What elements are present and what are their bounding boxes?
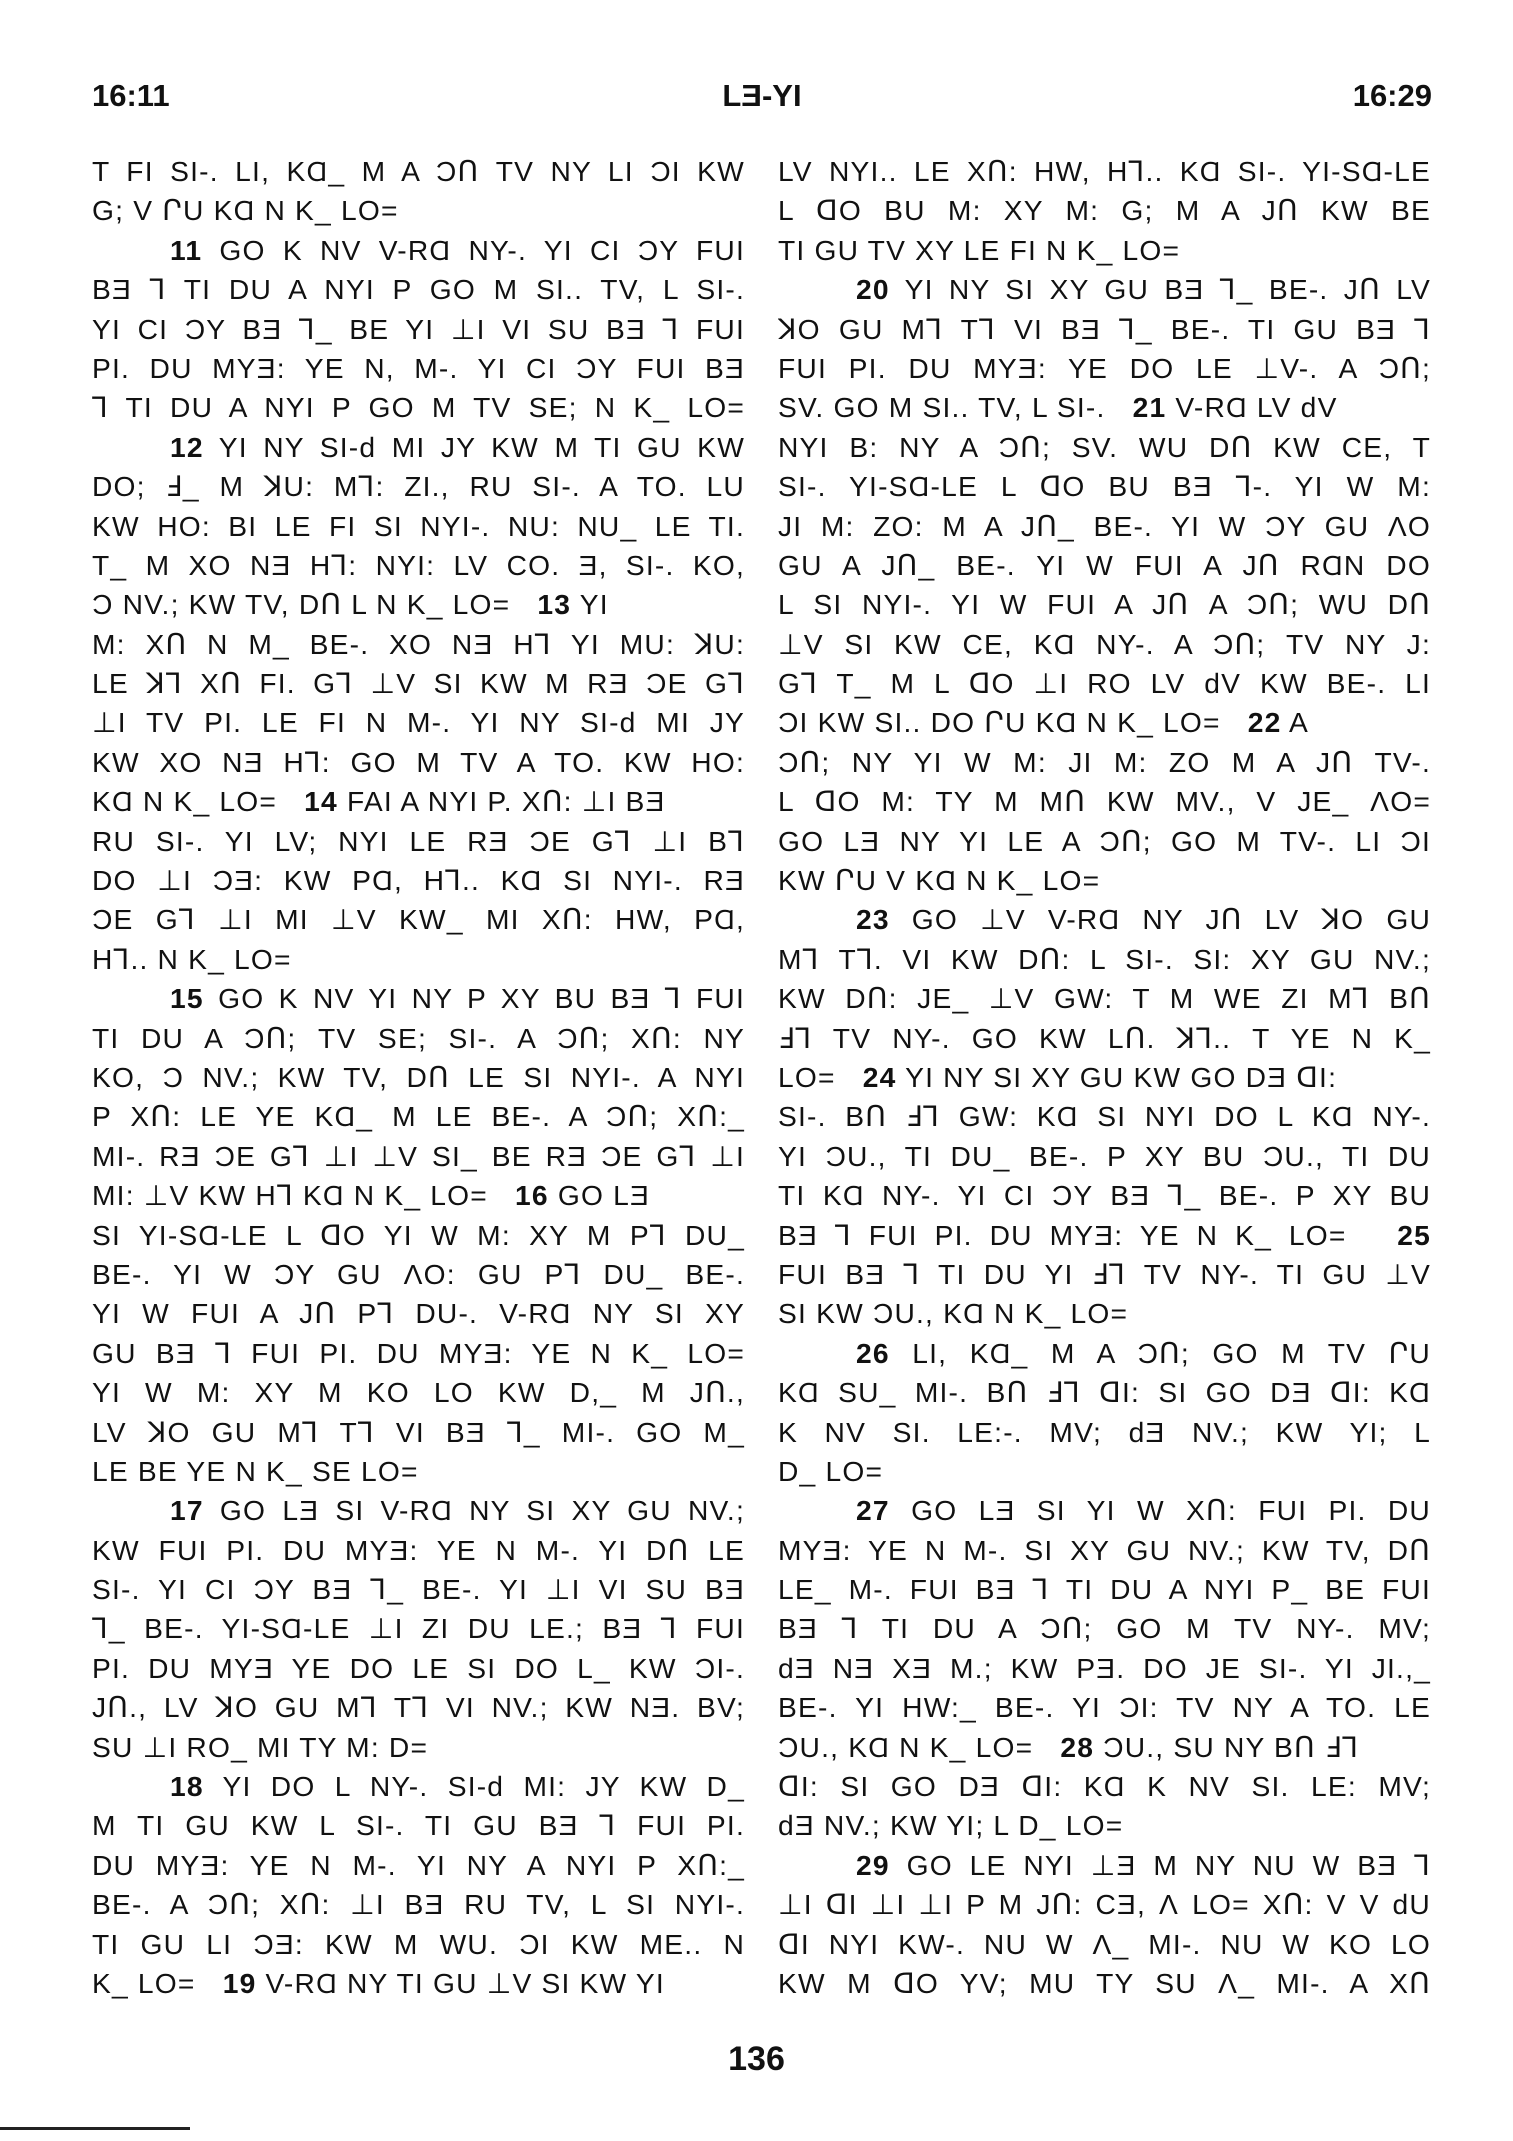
line-text: LV NYI.. LE XՈ: HW, H⅂.. KⱭ SI-. YI-SⱭ-LE: [778, 155, 1431, 187]
text-line: [778, 1806, 1431, 1845]
line-text: SI-. YI-SⱭ-LE L ꓷO BU BƎ ⅂-. YI W M:: [778, 470, 1431, 503]
verse-number: 14: [304, 785, 338, 818]
text-column-left: [92, 152, 745, 2003]
line-text: KW M ꓷO YV; MU TY SU Ʌ_ MI-. A XՈ: [778, 1966, 1431, 1999]
page-number: 136: [728, 2040, 785, 2078]
line-text: GO K NV V-RⱭ NY-. YI CI ƆY FUI: [202, 233, 745, 266]
line-text: FUI BƎ ⅂ TI DU YI Ⅎ⅂ TV NY-. TI GU ⊥V: [778, 1257, 1431, 1290]
verse-number: 26: [856, 1336, 890, 1369]
text-line: [92, 861, 745, 900]
line-text: GO K NV YI NY P XY BU BƎ ⅂ FUI: [203, 982, 745, 1015]
text-line: [778, 1531, 1431, 1570]
line-text: GO LƎ: [548, 1179, 651, 1212]
line-text: TI GU TV XY LE FI N K_ LO=: [778, 233, 1181, 266]
text-line: [92, 1846, 745, 1885]
line-text: NYI B: NY A ƆՈ; SV. WU DՈ KW CE, T: [778, 430, 1431, 463]
line-text: LE_ M-. FUI BƎ ⅂ TI DU A NYI P_ BE FUI: [778, 1573, 1431, 1606]
text-line: [778, 1688, 1431, 1727]
text-line: [92, 349, 745, 388]
text-line: [778, 782, 1431, 821]
text-line: [778, 822, 1431, 861]
line-text: Ⅎ⅂ TV NY-. GO KW LՈ. ꓘ⅂.. T YE N K_: [778, 1021, 1431, 1054]
line-text: KW XO NƎ H⅂: GO M TV A TO. KW HO:: [92, 745, 745, 778]
text-line: [92, 1806, 745, 1845]
text-line: [92, 1255, 745, 1294]
line-text: KW ՐU V KⱭ N K_ LO=: [778, 864, 1101, 897]
text-line: [92, 1531, 745, 1570]
line-text: MI: ⊥V KW H⅂ KⱭ N K_ LO=: [92, 1179, 488, 1212]
line-text: FAI A NYI P. XՈ: ⊥I BƎ: [337, 785, 666, 818]
line-text: YI NY SI XY GU KW GO DƎ ꓷI:: [896, 1060, 1338, 1093]
verse-number: 13: [537, 588, 572, 621]
text-line: [778, 1649, 1431, 1688]
line-text: DO; Ⅎ_ M ꓘU: M⅂: ZI., RU SI-. A TO. LU: [92, 470, 745, 503]
text-line: [92, 979, 745, 1018]
line-text: LV ꓘO GU M⅂ T⅂ VI BƎ ⅂_ MI-. GO M_: [92, 1415, 745, 1448]
text-line: [92, 585, 745, 624]
line-text: ԁƎ NƎ XƎ M.; KW PƎ. DO JE SI-. YI JI.,_: [778, 1651, 1431, 1684]
text-line: [92, 1964, 745, 2003]
text-line: [92, 1216, 745, 1255]
line-text: SI YI-SⱭ-LE L ꓷO YI W M: XY M P⅂ DU_: [92, 1218, 745, 1251]
line-text: YI ƆU., TI DU_ BE-. P XY BU ƆU., TI DU: [778, 1139, 1431, 1172]
line-text: YI NY SI XY GU BƎ ⅂_ BE-. JՈ LV: [889, 273, 1431, 306]
line-text: SI KW ƆU., KⱭ N K_ LO=: [778, 1297, 1129, 1330]
text-line: [778, 743, 1431, 782]
text-line: [778, 1964, 1431, 2003]
text-line: [778, 1334, 1431, 1373]
line-text: LI, KⱭ_ M A ƆՈ; GO M TV ՐU: [889, 1336, 1431, 1369]
text-line: [92, 270, 745, 309]
line-text: ⊥I TV PI. LE FI N M-. YI NY SI-ԁ MI JY: [92, 706, 745, 739]
text-line: [92, 310, 745, 349]
line-text: ꓷI: SI GO DƎ ꓷI: KⱭ K NV SI. LE: MV;: [778, 1770, 1431, 1803]
header-book-title: LƎ-YI: [722, 78, 802, 113]
text-line: [778, 1058, 1431, 1097]
line-text: KW DՈ: JE_ ⊥V GW: T M WE ZI M⅂ BՈ: [778, 982, 1431, 1015]
line-text: ⅂ TI DU A NYI P GO M TV SE; N K_ LO=: [92, 391, 745, 424]
line-text: ⅂_ BE-. YI-SⱭ-LE ⊥I ZI DU LE.; BƎ ⅂ FUI: [92, 1612, 745, 1645]
line-text: GO LƎ SI V-RⱭ NY SI XY GU NV.;: [203, 1494, 745, 1527]
text-line: [778, 900, 1431, 939]
text-line: [92, 1137, 745, 1176]
line-text: YI: [571, 588, 609, 621]
text-line: [778, 152, 1431, 191]
text-line: [92, 546, 745, 585]
line-text: RU SI-. YI LV; NYI LE RƎ ƆE G⅂ ⊥I B⅂: [92, 824, 745, 857]
text-line: [92, 388, 745, 427]
scan-edge-line: [0, 2127, 190, 2130]
text-line: [92, 625, 745, 664]
line-text: JI M: ZO: M A JՈ_ BE-. YI W ƆY GU ɅO: [778, 509, 1431, 542]
line-text: M TI GU KW L SI-. TI GU BƎ ⅂ FUI PI.: [92, 1809, 745, 1842]
line-text: SI-. YI CI ƆY BƎ ⅂_ BE-. YI ⊥I VI SU BƎ: [92, 1573, 745, 1606]
line-text: GU A JՈ_ BE-. YI W FUI A JՈ RⱭN DO: [778, 548, 1431, 581]
line-text: LE ꓘ⅂ XՈ FI. G⅂ ⊥V SI KW M RƎ ƆE G⅂: [92, 667, 745, 700]
text-line: [92, 191, 745, 230]
text-line: [92, 1570, 745, 1609]
line-text: L ꓷO M: TY M MՈ KW MV., V JE_ ɅO=: [778, 785, 1431, 818]
verse-number: 28: [1060, 1730, 1095, 1763]
text-line: [92, 1058, 745, 1097]
text-line: [778, 1097, 1431, 1136]
verse-number: 16: [515, 1179, 549, 1212]
text-line: [778, 1452, 1431, 1491]
line-text: MI-. RƎ ƆE G⅂ ⊥I ⊥V SI_ BE RƎ ƆE G⅂ ⊥I: [92, 1139, 745, 1172]
line-text: GU BƎ ⅂ FUI PI. DU MYƎ: YE N K_ LO=: [92, 1336, 745, 1369]
line-text: M: XՈ N M_ BE-. XO NƎ H⅂ YI MU: ꓘU:: [92, 627, 745, 660]
line-text: T FI SI-. LI, KⱭ_ M A ƆՈ TV NY LI ƆI KW: [92, 155, 745, 187]
text-line: [92, 1649, 745, 1688]
line-text: L SI NYI-. YI W FUI A JՈ A ƆՈ; WU DՈ: [778, 588, 1431, 621]
verse-number: 27: [856, 1494, 890, 1527]
line-text: FUI PI. DU MYƎ: YE DO LE ⊥V-. A ƆՈ;: [778, 351, 1431, 384]
line-text: JՈ., LV ꓘO GU M⅂ T⅂ VI NV.; KW NƎ. BV;: [92, 1691, 745, 1724]
text-line: [778, 703, 1431, 742]
text-line: [92, 1452, 745, 1491]
text-line: [92, 940, 745, 979]
verse-number: 20: [856, 273, 890, 306]
text-line: [778, 467, 1431, 506]
line-text: YI NY SI-ԁ MI JY KW M TI GU KW: [203, 430, 745, 463]
line-text: M⅂ T⅂. VI KW DՈ: L SI-. SI: XY GU NV.;: [778, 942, 1431, 975]
text-line: [778, 507, 1431, 546]
text-line: [92, 1373, 745, 1412]
line-text: K_ LO=: [92, 1966, 196, 1999]
line-text: ԁƎ NV.; KW YI; L D_ LO=: [778, 1809, 1124, 1842]
text-line: [778, 861, 1431, 900]
text-line: [778, 1216, 1431, 1255]
line-text: LE BE YE N K_ SE LO=: [92, 1454, 419, 1487]
text-line: [92, 1097, 745, 1136]
text-line: [92, 1885, 745, 1924]
verse-number: 25: [1397, 1218, 1431, 1251]
text-line: [92, 1491, 745, 1530]
line-text: G⅂ T_ M L ꓷO ⊥I RO LV ԁV KW BE-. LI: [778, 667, 1431, 700]
line-text: ƆU., KⱭ N K_ LO=: [778, 1730, 1034, 1763]
text-line: [92, 1767, 745, 1806]
text-line: [778, 1885, 1431, 1924]
line-text: BƎ ⅂ TI DU A ƆՈ; GO M TV NY-. MV;: [778, 1612, 1431, 1645]
text-line: [92, 900, 745, 939]
text-line: [92, 1019, 745, 1058]
line-text: PI. DU MYƎ YE DO LE SI DO L_ KW ƆI-.: [92, 1651, 745, 1684]
line-text: ƆU., SU NY BՈ Ⅎ⅂: [1094, 1730, 1360, 1763]
text-line: [778, 940, 1431, 979]
text-line: [92, 231, 745, 270]
line-text: T_ M XO NƎ H⅂: NYI: LV CO. Ǝ, SI-. KO,: [92, 548, 745, 581]
line-text: A: [1281, 706, 1310, 739]
line-text: TI DU A ƆՈ; TV SE; SI-. A ƆՈ; XՈ: NY: [92, 1021, 745, 1054]
line-text: BE-. A ƆՈ; XՈ: ⊥I BƎ RU TV, L SI NYI-.: [92, 1888, 745, 1921]
text-line: [778, 1137, 1431, 1176]
verse-number: 11: [170, 233, 203, 266]
line-text: H⅂.. N K_ LO=: [92, 942, 292, 975]
text-line: [778, 1176, 1431, 1215]
verse-number: 19: [222, 1966, 257, 1999]
text-line: [92, 1334, 745, 1373]
line-text: GO ⊥V V-RⱭ NY JՈ LV ꓘO GU: [889, 903, 1431, 936]
line-text: KⱭ N K_ LO=: [92, 785, 278, 818]
text-line: [778, 664, 1431, 703]
line-text: V-RⱭ NY TI GU ⊥V SI KW YI: [256, 1966, 665, 1999]
text-line: [778, 585, 1431, 624]
text-line: [778, 1925, 1431, 1964]
verse-number: 22: [1247, 706, 1282, 739]
line-text: PI. DU MYƎ: YE N, M-. YI CI ƆY FUI BƎ: [92, 351, 745, 384]
header-right-reference: 16:29: [1352, 78, 1432, 113]
line-text: MYƎ: YE N M-. SI XY GU NV.; KW TV, DՈ: [778, 1533, 1431, 1566]
line-text: Ɔ NV.; KW TV, DՈ L N K_ LO=: [92, 588, 511, 621]
line-text: BƎ ⅂ TI DU A NYI P GO M SI.. TV, L SI-.: [92, 273, 745, 306]
verse-number: 29: [856, 1848, 890, 1881]
text-line: [778, 388, 1431, 427]
text-line: [778, 231, 1431, 270]
text-line: [778, 1294, 1431, 1333]
line-text: BE-. YI HW:_ BE-. YI ƆI: TV NY A TO. LE: [778, 1691, 1431, 1724]
line-text: ƆI KW SI.. DO ՐU KⱭ N K_ LO=: [778, 706, 1221, 739]
text-line: [92, 743, 745, 782]
text-line: [778, 428, 1431, 467]
text-line: [778, 625, 1431, 664]
text-line: [92, 782, 745, 821]
line-text: SV. GO M SI.. TV, L SI-.: [778, 391, 1106, 424]
text-line: [92, 507, 745, 546]
line-text: ⊥I ꓷI ⊥I ⊥I P M JՈ: CƎ, Ʌ LO= XՈ: V V ԁU: [778, 1888, 1431, 1921]
text-line: [92, 703, 745, 742]
text-line: [778, 1609, 1431, 1648]
line-text: TI GU LI ƆƎ: KW M WU. ƆI KW ME.. N: [92, 1927, 745, 1960]
line-text: ƆE G⅂ ⊥I MI ⊥V KW_ MI XՈ: HW, PⱭ,: [92, 903, 745, 936]
line-text: SI-. BՈ Ⅎ⅂ GW: KⱭ SI NYI DO L KⱭ NY-.: [778, 1100, 1431, 1133]
verse-number: 23: [856, 903, 890, 936]
verse-number: 12: [170, 430, 204, 463]
text-line: [92, 664, 745, 703]
line-text: L ꓷO BU M: XY M: G; M A JՈ KW BE: [778, 194, 1431, 227]
text-line: [92, 152, 745, 191]
verse-number: 15: [170, 982, 204, 1015]
line-text: KⱭ SU_ MI-. BՈ Ⅎ⅂ ꓷI: SI GO DƎ ꓷI: KⱭ: [778, 1376, 1431, 1409]
text-line: [92, 1413, 745, 1452]
text-line: [778, 1728, 1431, 1767]
text-line: [92, 822, 745, 861]
text-line: [778, 1373, 1431, 1412]
line-text: BE-. YI W ƆY GU ɅO: GU P⅂ DU_ BE-.: [92, 1257, 745, 1290]
line-text: GO LE NYI ⊥Ǝ M NY NU W BƎ ⅂: [889, 1848, 1431, 1881]
text-line: [92, 1688, 745, 1727]
line-text: KW FUI PI. DU MYƎ: YE N M-. YI DՈ LE: [92, 1533, 745, 1566]
text-line: [778, 191, 1431, 230]
line-text: DU MYƎ: YE N M-. YI NY A NYI P XՈ:_: [92, 1848, 745, 1881]
text-line: [778, 1019, 1431, 1058]
line-text: G; V ՐU KⱭ N K_ LO=: [92, 194, 399, 227]
verse-number: 18: [170, 1770, 204, 1803]
line-text: ꓘO GU M⅂ T⅂ VI BƎ ⅂_ BE-. TI GU BƎ ⅂: [778, 312, 1431, 345]
text-line: [92, 1728, 745, 1767]
text-line: [778, 1491, 1431, 1530]
line-text: LO=: [778, 1060, 836, 1093]
line-text: ꓷI NYI KW-. NU W Ʌ_ MI-. NU W KO LO: [778, 1927, 1431, 1960]
running-header: [92, 78, 1432, 128]
text-line: [92, 428, 745, 467]
line-text: KW HO: BI LE FI SI NYI-. NU: NU_ LE TI.: [92, 509, 745, 542]
text-line: [778, 1570, 1431, 1609]
text-line: [92, 1925, 745, 1964]
text-line: [778, 1767, 1431, 1806]
text-column-right: [778, 152, 1431, 2003]
line-text: V-RⱭ LV ԁV: [1166, 391, 1338, 424]
text-line: [778, 1413, 1431, 1452]
line-text: SU ⊥I RO_ MI TY M: D=: [92, 1730, 429, 1763]
line-text: ƆՈ; NY YI W M: JI M: ZO M A JՈ TV-.: [778, 745, 1431, 778]
text-line: [92, 1294, 745, 1333]
line-text: YI CI ƆY BƎ ⅂_ BE YI ⊥I VI SU BƎ ⅂ FUI: [92, 312, 745, 345]
text-line: [778, 310, 1431, 349]
line-text: P XՈ: LE YE KⱭ_ M LE BE-. A ƆՈ; XՈ:_: [92, 1100, 745, 1133]
line-text: YI DO L NY-. SI-ԁ MI: JY KW D_: [203, 1770, 745, 1803]
verse-number: 24: [862, 1060, 897, 1093]
text-line: [778, 979, 1431, 1018]
line-text: ⊥V SI KW CE, KⱭ NY-. A ƆՈ; TV NY J:: [778, 627, 1431, 660]
text-line: [778, 1846, 1431, 1885]
text-line: [92, 1609, 745, 1648]
text-line: [778, 349, 1431, 388]
line-text: KO, Ɔ NV.; KW TV, DՈ LE SI NYI-. A NYI: [92, 1060, 745, 1093]
line-text: K NV SI. LE:-. MV; ԁƎ NV.; KW YI; L: [778, 1415, 1431, 1448]
line-text: GO LƎ NY YI LE A ƆՈ; GO M TV-. LI ƆI: [778, 824, 1431, 857]
text-line: [92, 1176, 745, 1215]
line-text: YI W FUI A JՈ P⅂ DU-. V-RⱭ NY SI XY: [92, 1297, 745, 1330]
verse-number: 17: [170, 1494, 204, 1527]
line-text: DO ⊥I ƆƎ: KW PⱭ, H⅂.. KⱭ SI NYI-. RƎ: [92, 864, 745, 897]
text-line: [92, 467, 745, 506]
line-text: BƎ ⅂ FUI PI. DU MYƎ: YE N K_ LO=: [778, 1218, 1347, 1251]
verse-number: 21: [1132, 391, 1167, 424]
text-line: [778, 546, 1431, 585]
header-left-reference: 16:11: [92, 78, 170, 113]
text-line: [778, 270, 1431, 309]
line-text: YI W M: XY M KO LO KW D,_ M JՈ.,: [92, 1376, 745, 1409]
text-line: [778, 1255, 1431, 1294]
line-text: D_ LO=: [778, 1454, 884, 1487]
line-text: GO LƎ SI YI W XՈ: FUI PI. DU: [889, 1494, 1431, 1527]
line-text: TI KⱭ NY-. YI CI ƆY BƎ ⅂_ BE-. P XY BU: [778, 1179, 1431, 1212]
